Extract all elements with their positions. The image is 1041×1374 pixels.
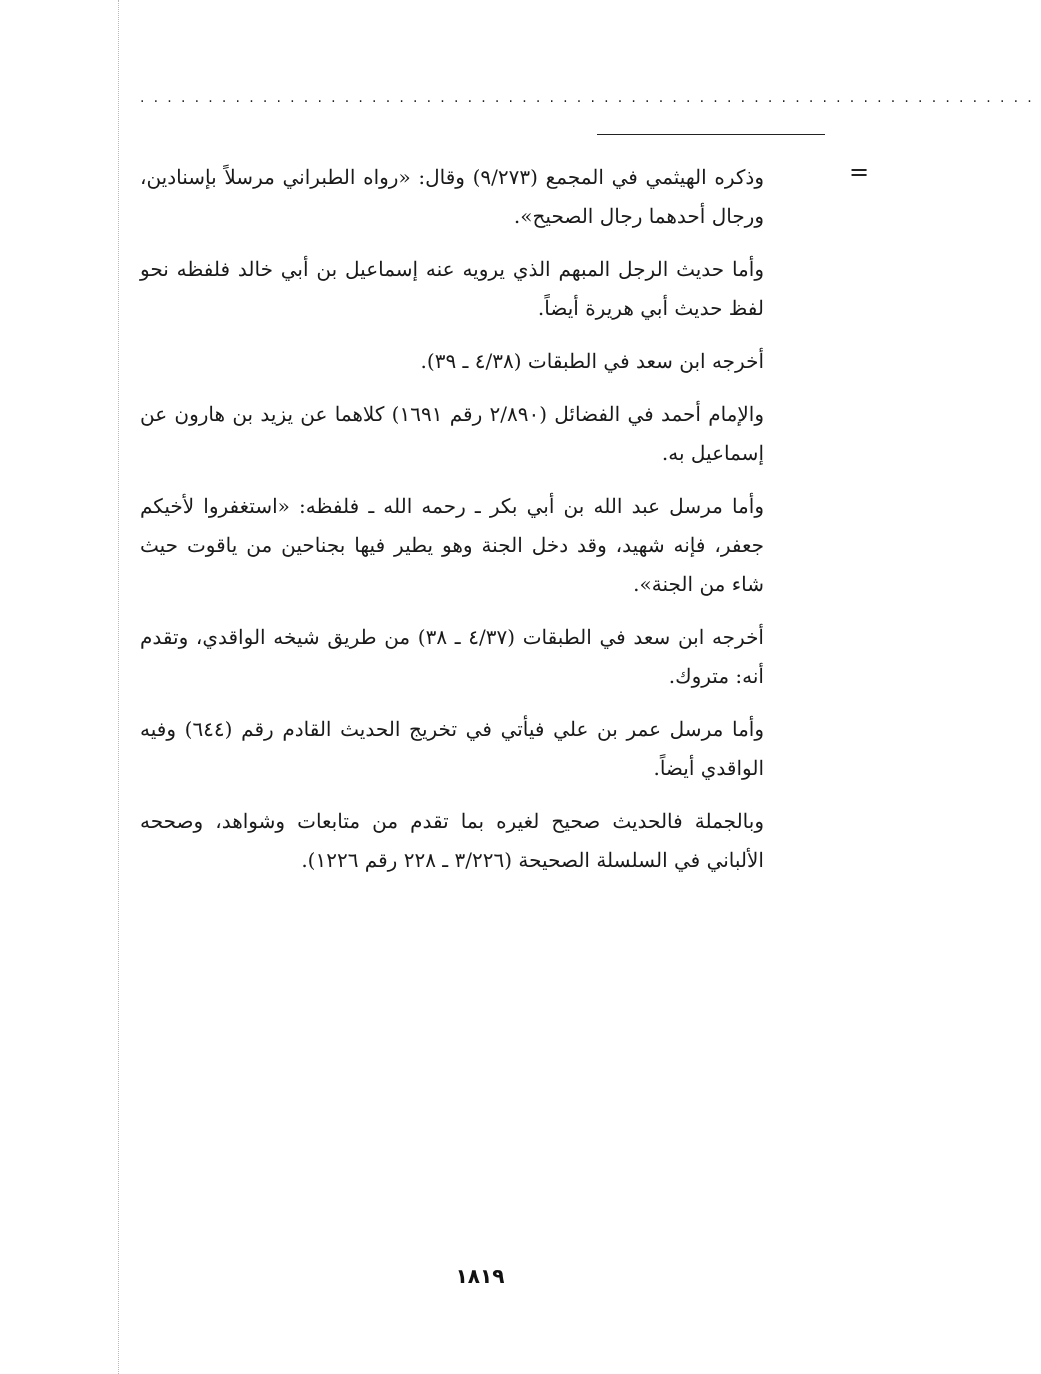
- paragraph-6: أخرجه ابن سعد في الطبقات (٤/٣٧ ـ ٣٨) من طريق شيخه الواقدي، وتقدم أنه: متروك.: [140, 625, 764, 688]
- paragraph-4: والإمام أحمد في الفضائل (٢/٨٩٠ رقم ١٦٩١) كلاهما عن يزيد بن هارون عن إسماعيل به.: [140, 402, 765, 465]
- paragraph-5: وأما مرسل عبد الله بن أبي بكر ـ رحمه الله ـ فلفظه: «استغفروا لأخيكم جعفر، فإنه شهيد، وقد دخل الجنة وهو يطير فيها بجناحين من ياقوت حيث شاء من الجنة».: [140, 494, 764, 596]
- page-edge-line: [118, 0, 119, 1374]
- continuation-mark: =: [849, 158, 870, 186]
- paragraph-2: وأما حديث الرجل المبهم الذي يرويه عنه إسماعيل بن أبي خالد فلفظه نحو لفظ حديث أبي هريرة أيضاً.: [140, 257, 764, 320]
- dotted-separator: ..................................................................: [140, 90, 1041, 106]
- paragraph-1: وذكره الهيثمي في المجمع (٩/٢٧٣) وقال: «رواه الطبراني مرسلاً بإسنادين، ورجال أحدهما رجال الصحيح».: [140, 165, 764, 228]
- page-number: ١٨١٩: [455, 1264, 505, 1288]
- paragraph-3: أخرجه ابن سعد في الطبقات (٤/٣٨ ـ ٣٩).: [420, 349, 764, 373]
- paragraph-8: وبالجملة فالحديث صحيح لغيره بما تقدم من متابعات وشواهد، وصححه الألباني في السلسلة الصحيحة (٣/٢٢٦ ـ ٢٢٨ رقم ١٢٢٦).: [140, 809, 764, 872]
- footnote-text-block: [140, 158, 764, 894]
- footnote-rule: [597, 134, 825, 135]
- paragraph-7: وأما مرسل عمر بن علي فيأتي في تخريج الحديث القادم رقم (٦٤٤) وفيه الواقدي أيضاً.: [140, 717, 764, 780]
